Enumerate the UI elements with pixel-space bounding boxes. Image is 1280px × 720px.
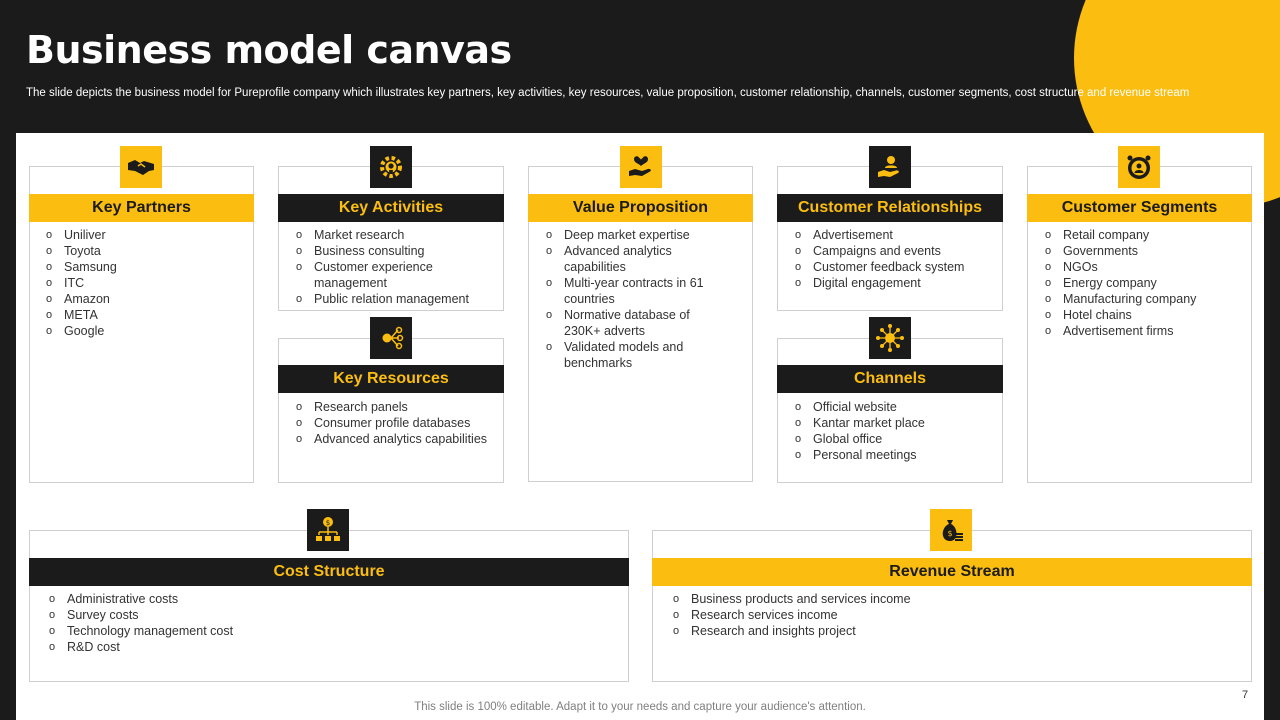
list-item: o Administrative costs <box>49 591 449 607</box>
list-item: o Samsung <box>46 259 246 275</box>
list-item: o Hotel chains <box>1045 307 1245 323</box>
customer-segments-header: Customer Segments <box>1027 194 1252 222</box>
list-item: o Advanced analytics capabilities <box>296 431 496 447</box>
list-item: o Research services income <box>673 607 1073 623</box>
customer-segments-list <box>1045 227 1245 339</box>
svg-text:$: $ <box>325 519 331 527</box>
value-proposition-list <box>546 227 726 371</box>
cost-structure-list <box>49 591 449 655</box>
gear-lightbulb-icon <box>370 146 412 188</box>
resource-network-icon <box>370 317 412 359</box>
list-item: o Normative database of 230K+ adverts <box>546 307 726 339</box>
key-partners-list <box>46 227 246 339</box>
list-item: o Market research <box>296 227 496 243</box>
list-item: o Survey costs <box>49 607 449 623</box>
list-item: o NGOs <box>1045 259 1245 275</box>
list-item: o Business products and services income <box>673 591 1073 607</box>
key-resources-header: Key Resources <box>278 365 504 393</box>
revenue-stream-header: Revenue Stream <box>652 558 1252 586</box>
key-partners-header: Key Partners <box>29 194 254 222</box>
list-item: o Retail company <box>1045 227 1245 243</box>
network-hub-icon <box>869 317 911 359</box>
list-item: o Business consulting <box>296 243 496 259</box>
list-item: o ITC <box>46 275 246 291</box>
list-item: o Deep market expertise <box>546 227 726 243</box>
list-item: o Advertisement <box>795 227 995 243</box>
hand-heart-icon <box>620 146 662 188</box>
list-item: o Validated models and benchmarks <box>546 339 726 371</box>
list-item: o Digital engagement <box>795 275 995 291</box>
handshake-icon <box>120 146 162 188</box>
hand-user-icon <box>869 146 911 188</box>
key-resources-list <box>296 399 496 447</box>
key-activities-header: Key Activities <box>278 194 504 222</box>
list-item: o Uniliver <box>46 227 246 243</box>
customer-relationships-header: Customer Relationships <box>777 194 1003 222</box>
list-item: o Technology management cost <box>49 623 449 639</box>
cost-structure-header: Cost Structure <box>29 558 629 586</box>
list-item: o Toyota <box>46 243 246 259</box>
key-activities-list <box>296 227 496 307</box>
value-proposition-header: Value Proposition <box>528 194 753 222</box>
page-number: 7 <box>1242 689 1249 701</box>
list-item: o Advertisement firms <box>1045 323 1245 339</box>
list-item: o Global office <box>795 431 995 447</box>
list-item: o Multi-year contracts in 61 countries <box>546 275 726 307</box>
money-bag-icon <box>930 509 972 551</box>
list-item: o Campaigns and events <box>795 243 995 259</box>
list-item: o Public relation management <box>296 291 496 307</box>
list-item: o Consumer profile databases <box>296 415 496 431</box>
list-item: o Amazon <box>46 291 246 307</box>
list-item: o META <box>46 307 246 323</box>
list-item: o Research and insights project <box>673 623 1073 639</box>
customer-relationships-list <box>795 227 995 291</box>
revenue-stream-list <box>673 591 1073 639</box>
svg-text:$: $ <box>947 529 953 538</box>
list-item: o Manufacturing company <box>1045 291 1245 307</box>
target-customer-icon <box>1118 146 1160 188</box>
list-item: o Kantar market place <box>795 415 995 431</box>
list-item: o Governments <box>1045 243 1245 259</box>
list-item: o Google <box>46 323 246 339</box>
list-item: o Advanced analytics capabilities <box>546 243 726 275</box>
channels-list <box>795 399 995 463</box>
list-item: o Personal meetings <box>795 447 995 463</box>
slide-title: Business model canvas <box>26 28 512 72</box>
list-item: o Customer experience management <box>296 259 496 291</box>
list-item: o Research panels <box>296 399 496 415</box>
list-item: o R&D cost <box>49 639 449 655</box>
footer-note: This slide is 100% editable. Adapt it to your needs and capture your audience's attention. <box>414 701 866 713</box>
cost-hierarchy-icon <box>307 509 349 551</box>
list-item: o Official website <box>795 399 995 415</box>
slide-subtitle: The slide depicts the business model for Pureprofile company which illustrates key partners, key activities, key resources, value proposition, customer relationship, channels, customer segments, cost structure and revenue stream <box>26 87 1190 99</box>
channels-header: Channels <box>777 365 1003 393</box>
list-item: o Energy company <box>1045 275 1245 291</box>
list-item: o Customer feedback system <box>795 259 995 275</box>
